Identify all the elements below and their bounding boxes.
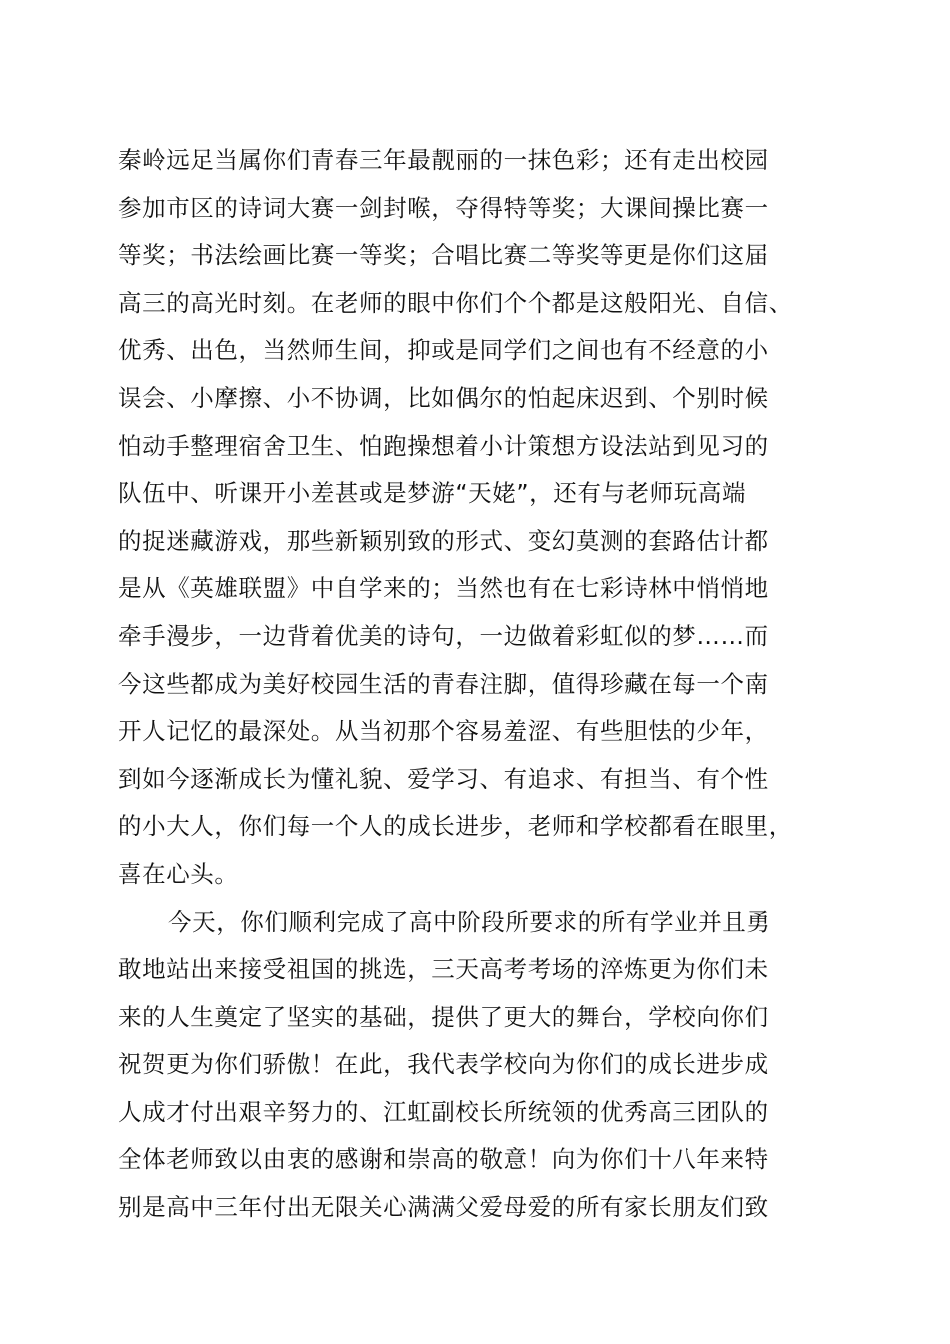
text-line: 全体老师致以由衷的感谢和崇高的敬意！向为你们十八年来特 <box>118 1145 769 1174</box>
text-line: 别是高中三年付出无限关心满满父爱母爱的所有家长朋友们致 <box>118 1193 769 1222</box>
text-line: 参加市区的诗词大赛一剑封喉，夺得特等奖；大课间操比赛一 <box>118 193 769 222</box>
body-text <box>118 137 838 1232</box>
text-line-indented: 今天，你们顺利完成了高中阶段所要求的所有学业并且勇 <box>168 907 771 936</box>
text-line: 优秀、出色，当然师生间，抑或是同学们之间也有不经意的小 <box>118 336 769 365</box>
text-line: 误会、小摩擦、小不协调，比如偶尔的怕起床迟到、个别时候 <box>118 383 769 412</box>
paragraph-1 <box>118 137 838 899</box>
text-line: 喜在心头。 <box>118 859 239 888</box>
text-line: 今这些都成为美好校园生活的青春注脚，值得珍藏在每一个南 <box>118 669 769 698</box>
text-line: 来的人生奠定了坚实的基础，提供了更大的舞台，学校向你们 <box>118 1002 769 1031</box>
text-line: 敢地站出来接受祖国的挑选，三天高考考场的淬炼更为你们未 <box>118 955 769 984</box>
text-line: 是从《英雄联盟》中自学来的；当然也有在七彩诗林中悄悄地 <box>118 574 769 603</box>
text-line: 高三的高光时刻。在老师的眼中你们个个都是这般阳光、自信、 <box>118 288 793 317</box>
paragraph-2 <box>118 899 838 1232</box>
text-line: 到如今逐渐成长为懂礼貌、爱学习、有追求、有担当、有个性 <box>118 764 769 793</box>
text-line: 人成才付出艰辛努力的、江虹副校长所统领的优秀高三团队的 <box>118 1097 769 1126</box>
text-line: 怕动手整理宿舍卫生、怕跑操想着小计策想方设法站到见习的 <box>118 431 769 460</box>
text-line: 开人记忆的最深处。从当初那个容易羞涩、有些胆怯的少年， <box>118 717 769 746</box>
text-line: 的小大人，你们每一个人的成长进步，老师和学校都看在眼里， <box>118 812 793 841</box>
text-line: 等奖；书法绘画比赛一等奖；合唱比赛二等奖等更是你们这届 <box>118 241 769 270</box>
text-line: 队伍中、听课开小差甚或是梦游“天姥”，还有与老师玩高端 <box>118 479 747 508</box>
text-line: 祝贺更为你们骄傲！在此，我代表学校向为你们的成长进步成 <box>118 1050 769 1079</box>
text-line: 的捉迷藏游戏，那些新颖别致的形式、变幻莫测的套路估计都 <box>118 526 769 555</box>
text-line: 秦岭远足当属你们青春三年最靓丽的一抹色彩；还有走出校园 <box>118 146 769 174</box>
text-line: 牵手漫步，一边背着优美的诗句，一边做着彩虹似的梦……而 <box>118 621 769 650</box>
